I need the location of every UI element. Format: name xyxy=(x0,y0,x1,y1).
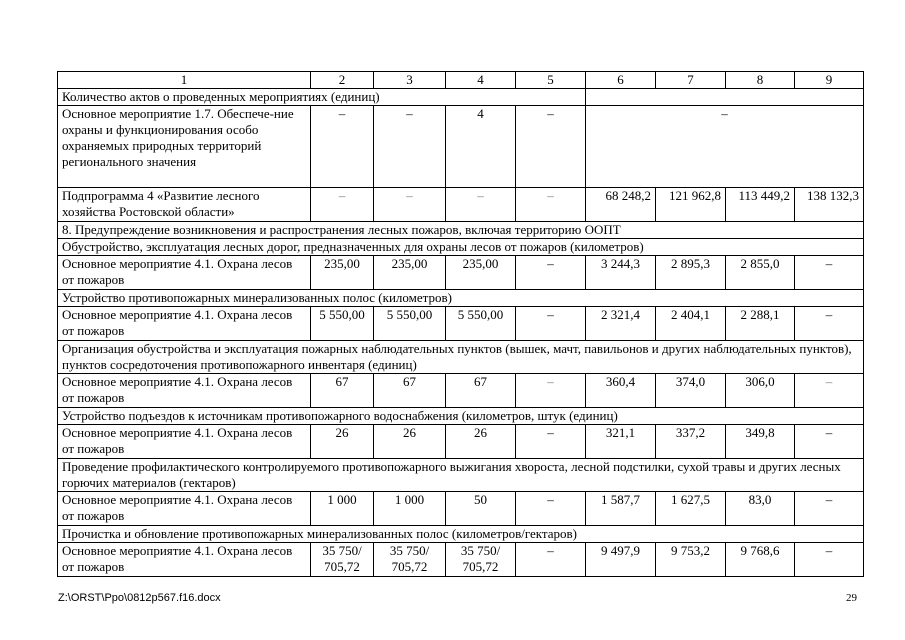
cell: – xyxy=(374,188,446,222)
cell: – xyxy=(311,188,374,222)
page-number: 29 xyxy=(846,592,857,604)
cell: – xyxy=(516,106,586,188)
row-name: Основное мероприятие 1.7. Обеспече-ние охраны и функционирования особо охраняемых природных территорий регионального значения xyxy=(58,106,311,188)
header-cell: 6 xyxy=(586,72,656,89)
section-title: Организация обустройства и эксплуатация пожарных наблюдательных пунктов (вышек, мачт, павильонов и других наблюдательных пунктов), пунктов сосредоточения противопожарного инвентаря (единиц) xyxy=(58,341,864,374)
cell: 121 962,8 xyxy=(656,188,726,222)
section-row xyxy=(58,222,864,239)
cell: 306,0 xyxy=(726,374,795,408)
row-name: Основное мероприятие 4.1. Охрана лесов от пожаров xyxy=(58,256,311,290)
cell: 113 449,2 xyxy=(726,188,795,222)
section-row xyxy=(58,290,864,307)
cell: – xyxy=(516,492,586,526)
cell: – xyxy=(374,106,446,188)
cell: – xyxy=(516,256,586,290)
cell: 67 xyxy=(446,374,516,408)
cell: 360,4 xyxy=(586,374,656,408)
cell: 67 xyxy=(374,374,446,408)
section-title: Устройство противопожарных минерализованных полос (километров) xyxy=(58,290,864,307)
cell: 67 xyxy=(311,374,374,408)
cell: 235,00 xyxy=(374,256,446,290)
cell: 5 550,00 xyxy=(374,307,446,341)
header-cell: 5 xyxy=(516,72,586,89)
cell: 5 550,00 xyxy=(311,307,374,341)
table-row xyxy=(58,307,864,341)
cell: 9 768,6 xyxy=(726,543,795,577)
cell: 9 753,2 xyxy=(656,543,726,577)
table-row xyxy=(58,492,864,526)
section-row xyxy=(58,526,864,543)
cell: 235,00 xyxy=(446,256,516,290)
cell: 5 550,00 xyxy=(446,307,516,341)
cell: 26 xyxy=(446,425,516,459)
section-row xyxy=(58,89,864,106)
table-row xyxy=(58,188,864,222)
cell: 1 627,5 xyxy=(656,492,726,526)
row-name: Основное мероприятие 4.1. Охрана лесов от пожаров xyxy=(58,425,311,459)
cell: 35 750/ 705,72 xyxy=(446,543,516,577)
section-row xyxy=(58,408,864,425)
table-row xyxy=(58,374,864,408)
section-row xyxy=(58,239,864,256)
cell: 2 321,4 xyxy=(586,307,656,341)
cell: 2 404,1 xyxy=(656,307,726,341)
row-name: Подпрограмма 4 «Развитие лесного хозяйства Ростовской области» xyxy=(58,188,311,222)
cell: – xyxy=(516,425,586,459)
table-row xyxy=(58,106,864,188)
cell: – xyxy=(795,256,864,290)
row-name: Основное мероприятие 4.1. Охрана лесов от пожаров xyxy=(58,374,311,408)
footer-file-path: Z:\ORST\Ppo\0812p567.f16.docx xyxy=(58,592,221,604)
header-row xyxy=(58,72,864,89)
table-row xyxy=(58,543,864,577)
section-title: Количество актов о проведенных мероприятиях (единиц) xyxy=(58,89,586,106)
cell: 1 000 xyxy=(374,492,446,526)
row-name: Основное мероприятие 4.1. Охрана лесов от пожаров xyxy=(58,543,311,577)
header-cell: 8 xyxy=(726,72,795,89)
cell: 1 000 xyxy=(311,492,374,526)
cell: 374,0 xyxy=(656,374,726,408)
cell: 1 587,7 xyxy=(586,492,656,526)
cell: – xyxy=(795,425,864,459)
header-cell: 4 xyxy=(446,72,516,89)
cell: 83,0 xyxy=(726,492,795,526)
cell: 9 497,9 xyxy=(586,543,656,577)
header-cell: 1 xyxy=(58,72,311,89)
header-cell: 2 xyxy=(311,72,374,89)
cell: 68 248,2 xyxy=(586,188,656,222)
cell: 337,2 xyxy=(656,425,726,459)
cell: – xyxy=(516,543,586,577)
cell: – xyxy=(795,374,864,408)
header-cell: 9 xyxy=(795,72,864,89)
section-title: Устройство подъездов к источникам противопожарного водоснабжения (километров, штук (единиц) xyxy=(58,408,864,425)
cell: 138 132,3 xyxy=(795,188,864,222)
merged-cell: – xyxy=(586,106,864,188)
section-row xyxy=(58,459,864,492)
cell: 35 750/ 705,72 xyxy=(311,543,374,577)
table-row xyxy=(58,425,864,459)
cell: 349,8 xyxy=(726,425,795,459)
cell: – xyxy=(516,374,586,408)
cell: – xyxy=(795,543,864,577)
cell: – xyxy=(795,307,864,341)
cell: 3 244,3 xyxy=(586,256,656,290)
section-title: Прочистка и обновление противопожарных минерализованных полос (километров/гектаров) xyxy=(58,526,864,543)
cell: 26 xyxy=(311,425,374,459)
section-title: Обустройство, эксплуатация лесных дорог, предназначенных для охраны лесов от пожаров (километров) xyxy=(58,239,864,256)
cell: – xyxy=(516,307,586,341)
cell: 235,00 xyxy=(311,256,374,290)
cell: – xyxy=(311,106,374,188)
row-name: Основное мероприятие 4.1. Охрана лесов от пожаров xyxy=(58,307,311,341)
document-table xyxy=(57,71,864,577)
section-title: 8. Предупреждение возникновения и распространения лесных пожаров, включая территорию ООПТ xyxy=(58,222,864,239)
cell: – xyxy=(795,492,864,526)
header-cell: 3 xyxy=(374,72,446,89)
table-row xyxy=(58,256,864,290)
cell: 35 750/ 705,72 xyxy=(374,543,446,577)
header-cell: 7 xyxy=(656,72,726,89)
cell: 2 895,3 xyxy=(656,256,726,290)
cell: 2 855,0 xyxy=(726,256,795,290)
cell: – xyxy=(516,188,586,222)
row-name: Основное мероприятие 4.1. Охрана лесов от пожаров xyxy=(58,492,311,526)
section-row xyxy=(58,341,864,374)
cell: 2 288,1 xyxy=(726,307,795,341)
cell: – xyxy=(446,188,516,222)
cell: 50 xyxy=(446,492,516,526)
cell: 4 xyxy=(446,106,516,188)
section-title: Проведение профилактического контролируемого противопожарного выжигания хвороста, лесной подстилки, сухой травы и других лесных горючих материалов (гектаров) xyxy=(58,459,864,492)
cell: 26 xyxy=(374,425,446,459)
cell: 321,1 xyxy=(586,425,656,459)
empty-cell xyxy=(586,89,864,106)
